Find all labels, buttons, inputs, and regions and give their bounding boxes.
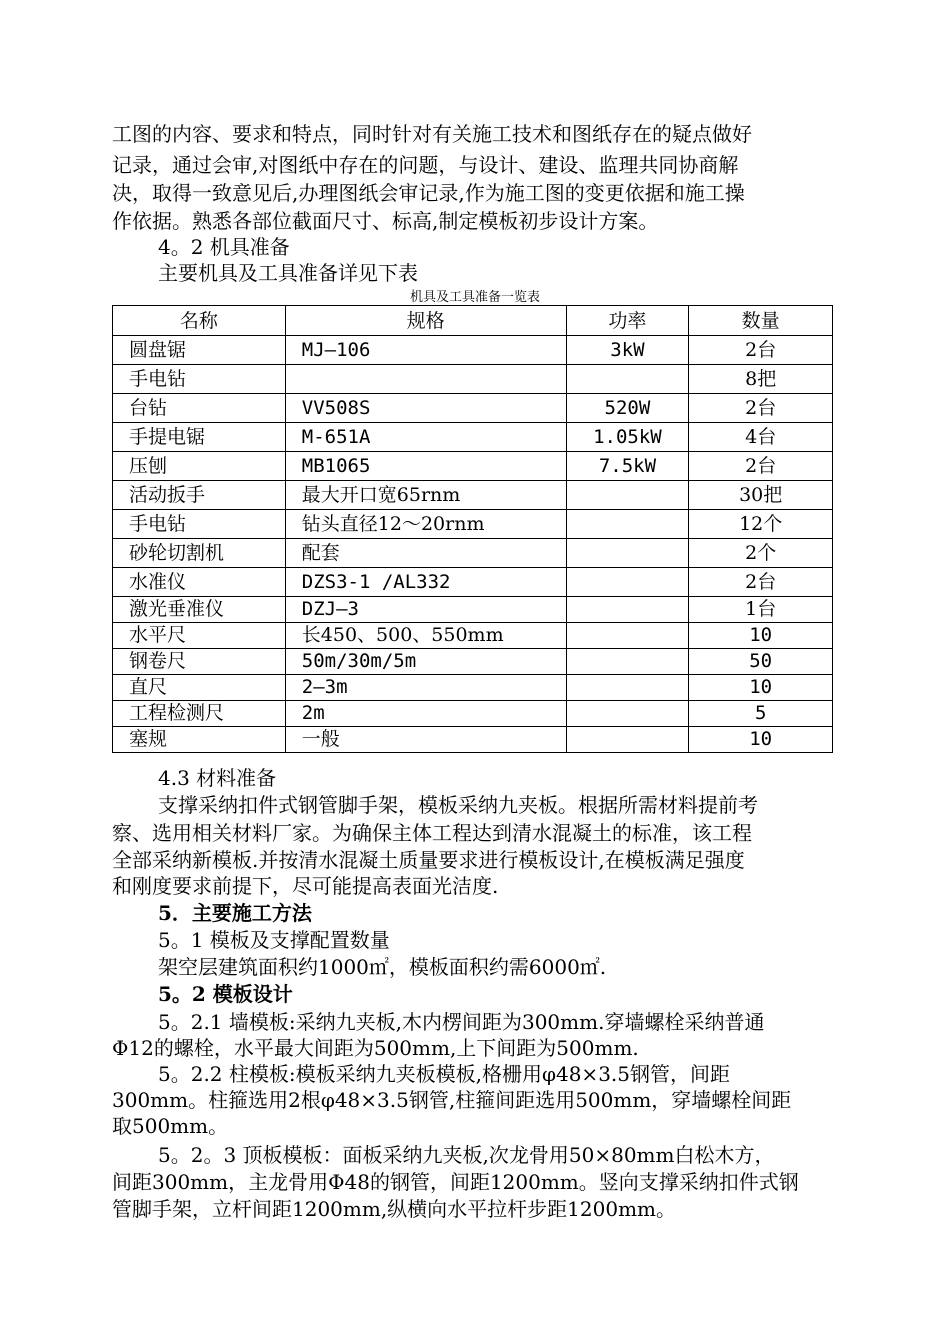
cell-quantity: 10 [689,675,833,701]
section-4-2-heading: 4。2 机具准备 [158,235,290,259]
table-row [113,539,833,568]
para-5-2-2-line: 300mm。柱箍选用2根φ48×3.5钢管,柱箍间距选用500mm，穿墙螺栓间距 [112,1088,792,1112]
cell-name: 手电钻 [113,365,286,394]
para-5-2-3-line: 5。2。3 顶板模板：面板采纳九夹板,次龙骨用50×80mm白松木方， [158,1143,775,1167]
section-4-3-line: 和刚度要求前提下，尽可能提高表面光洁度. [112,874,499,898]
cell-spec: MJ—106 [285,336,566,365]
intro-line: 工图的内容、要求和特点，同时针对有关施工技术和图纸存在的疑点做好 [112,122,752,146]
table-row [113,675,833,701]
section-5-2-heading: 5。2 模板设计 [158,982,293,1006]
section-4-3-line: 察、选用相关材料厂家。为确保主体工程达到清水混凝土的标准，该工程 [112,821,752,845]
header-name: 名称 [113,306,286,336]
cell-quantity: 1台 [689,597,833,623]
cell-name: 钢卷尺 [113,649,286,675]
cell-power [566,365,689,394]
cell-name: 水平尺 [113,623,286,649]
cell-quantity: 2台 [689,336,833,365]
cell-name: 直尺 [113,675,286,701]
cell-spec: 2m [285,701,566,727]
cell-quantity: 10 [689,727,833,753]
cell-quantity: 50 [689,649,833,675]
cell-power [566,727,689,753]
cell-power: 3kW [566,336,689,365]
cell-quantity: 10 [689,623,833,649]
cell-name: 圆盘锯 [113,336,286,365]
cell-spec: 钻头直径12～20rnm [285,510,566,539]
para-5-2-1-line: 5。2.1 墙模板:采纳九夹板,木内楞间距为300mm.穿墙螺栓采纳普通 [158,1010,765,1034]
para-5-2-3-line: 管脚手架，立杆间距1200mm,纵横向水平拉杆步距1200mm。 [112,1197,677,1221]
para-5-2-2-line: 5。2.2 柱模板:模板采纳九夹板模板,格栅用φ48×3.5钢管，间距 [158,1062,731,1086]
section-5-1-text: 架空层建筑面积约1000㎡，模板面积约需6000㎡. [158,955,607,979]
cell-name: 塞规 [113,727,286,753]
cell-quantity: 2台 [689,568,833,597]
table-row [113,365,833,394]
table-row [113,394,833,423]
cell-quantity: 2台 [689,452,833,481]
table-row [113,510,833,539]
cell-spec [285,365,566,394]
table-row [113,597,833,623]
intro-line: 作依据。熟悉各部位截面尺寸、标高,制定模板初步设计方案。 [112,209,659,233]
cell-spec: MB1065 [285,452,566,481]
cell-power [566,701,689,727]
cell-quantity: 12个 [689,510,833,539]
para-5-2-3-line: 间距300mm，主龙骨用Φ48的钢管，间距1200mm。竖向支撑采纳扣件式钢 [112,1170,799,1194]
cell-name: 水准仪 [113,568,286,597]
table-row [113,481,833,510]
table-row [113,336,833,365]
cell-name: 工程检测尺 [113,701,286,727]
section-4-3-line: 支撑采纳扣件式钢管脚手架，模板采纳九夹板。根据所需材料提前考 [158,793,758,817]
table-row [113,568,833,597]
cell-spec: 一般 [285,727,566,753]
cell-quantity: 4台 [689,423,833,452]
cell-power: 7.5kW [566,452,689,481]
intro-line: 记录，通过会审,对图纸中存在的问题，与设计、建设、监理共同协商解 [112,153,739,177]
cell-quantity: 8把 [689,365,833,394]
cell-name: 台钻 [113,394,286,423]
cell-spec: 2—3m [285,675,566,701]
cell-power [566,623,689,649]
table-header-row [113,306,833,336]
cell-spec: DZS3-1 /AL332 [285,568,566,597]
cell-quantity: 2台 [689,394,833,423]
cell-name: 活动扳手 [113,481,286,510]
cell-power: 1.05kW [566,423,689,452]
header-spec: 规格 [285,306,566,336]
para-5-2-1-line: Φ12的螺栓，水平最大间距为500mm,上下间距为500mm. [112,1036,639,1060]
cell-power [566,649,689,675]
cell-power [566,510,689,539]
cell-spec: 长450、500、550mm [285,623,566,649]
section-5-1-heading: 5。1 模板及支撑配置数量 [158,928,390,952]
section-4-2-text: 主要机具及工具准备详见下表 [158,261,418,285]
cell-name: 压刨 [113,452,286,481]
section-4-3-heading: 4.3 材料准备 [158,766,277,790]
table-row [113,727,833,753]
cell-name: 激光垂准仪 [113,597,286,623]
cell-spec: VV508S [285,394,566,423]
table-row [113,701,833,727]
cell-power [566,675,689,701]
cell-power [566,568,689,597]
intro-line: 决，取得一致意见后,办理图纸会审记录,作为施工图的变更依据和施工操 [112,181,745,205]
section-5-heading: 5．主要施工方法 [158,901,312,925]
cell-spec: 最大开口宽65rnm [285,481,566,510]
section-4-3-line: 全部采纳新模板.并按清水混凝土质量要求进行模板设计,在模板满足强度 [112,848,745,872]
cell-spec: DZJ—3 [285,597,566,623]
cell-name: 砂轮切割机 [113,539,286,568]
cell-name: 手提电锯 [113,423,286,452]
cell-power: 520W [566,394,689,423]
para-5-2-2-line: 取500mm。 [112,1114,229,1138]
cell-quantity: 5 [689,701,833,727]
cell-power [566,539,689,568]
cell-power [566,597,689,623]
cell-name: 手电钻 [113,510,286,539]
table-caption: 机具及工具准备一览表 [409,290,540,305]
cell-quantity: 30把 [689,481,833,510]
cell-power [566,481,689,510]
tools-table [112,305,833,753]
header-power: 功率 [566,306,689,336]
cell-quantity: 2个 [689,539,833,568]
table-row [113,452,833,481]
table-row [113,623,833,649]
cell-spec: M-651A [285,423,566,452]
header-quantity: 数量 [689,306,833,336]
table-row [113,423,833,452]
cell-spec: 50m/30m/5m [285,649,566,675]
cell-spec: 配套 [285,539,566,568]
table-row [113,649,833,675]
